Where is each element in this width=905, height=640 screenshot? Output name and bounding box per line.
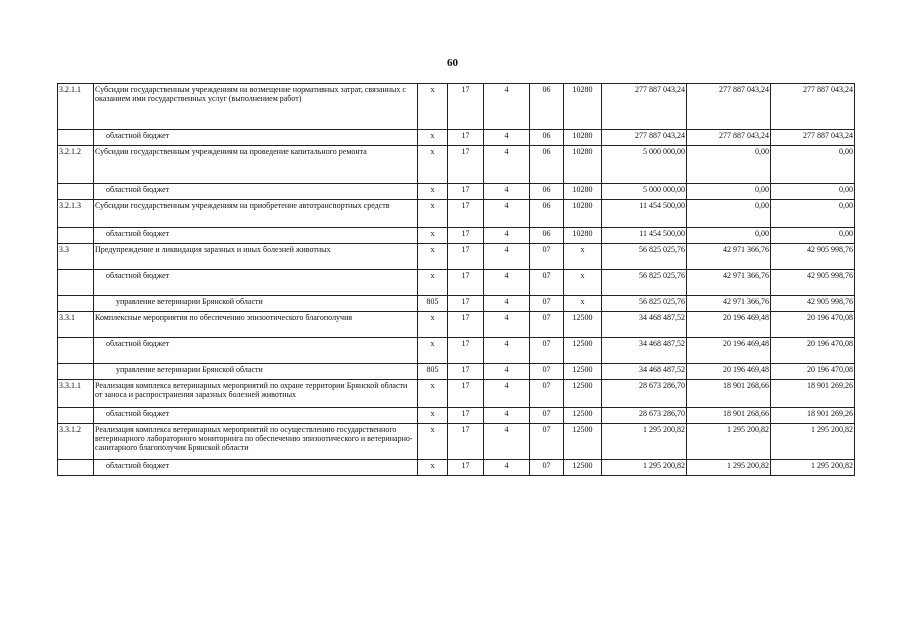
row-subprogram: 4: [484, 380, 530, 408]
row-direction: 10280: [564, 184, 602, 200]
row-code: 3.3.1.2: [58, 424, 94, 460]
row-code: [58, 296, 94, 312]
row-amount-3: 42 905 998,76: [771, 244, 855, 270]
row-amount-2: 20 196 469,48: [687, 338, 771, 364]
row-direction: х: [564, 296, 602, 312]
row-program: 17: [448, 312, 484, 338]
row-event: 07: [530, 244, 564, 270]
row-amount-3: 42 905 998,76: [771, 270, 855, 296]
row-amount-1: 5 000 000,00: [602, 184, 687, 200]
row-subprogram: 4: [484, 84, 530, 130]
page-number: 60: [447, 57, 458, 69]
row-direction: 10280: [564, 228, 602, 244]
row-direction: 12500: [564, 338, 602, 364]
row-amount-3: 0,00: [771, 228, 855, 244]
row-event: 06: [530, 200, 564, 228]
table-row: [58, 408, 855, 424]
row-admin: х: [418, 244, 448, 270]
row-direction: х: [564, 270, 602, 296]
row-event: 07: [530, 338, 564, 364]
table-row: [58, 424, 855, 460]
row-event: 07: [530, 424, 564, 460]
row-program: 17: [448, 424, 484, 460]
row-amount-2: 42 971 366,76: [687, 270, 771, 296]
table-row: [58, 84, 855, 130]
row-program: 17: [448, 228, 484, 244]
row-event: 07: [530, 408, 564, 424]
row-direction: 10280: [564, 84, 602, 130]
row-event: 06: [530, 228, 564, 244]
table-row: [58, 244, 855, 270]
row-amount-1: 28 673 286,70: [602, 380, 687, 408]
row-admin: х: [418, 146, 448, 184]
row-amount-1: 56 825 025,76: [602, 270, 687, 296]
row-admin: 805: [418, 364, 448, 380]
table-row: [58, 380, 855, 408]
row-amount-2: 42 971 366,76: [687, 296, 771, 312]
row-admin: х: [418, 200, 448, 228]
row-admin: х: [418, 312, 448, 338]
row-direction: 10280: [564, 130, 602, 146]
row-amount-3: 0,00: [771, 200, 855, 228]
row-subprogram: 4: [484, 408, 530, 424]
row-subprogram: 4: [484, 460, 530, 476]
row-amount-1: 1 295 200,82: [602, 460, 687, 476]
row-program: 17: [448, 84, 484, 130]
row-admin: х: [418, 228, 448, 244]
row-code: 3.2.1.1: [58, 84, 94, 130]
row-amount-1: 34 468 487,52: [602, 338, 687, 364]
row-program: 17: [448, 460, 484, 476]
row-event: 06: [530, 130, 564, 146]
row-subprogram: 4: [484, 244, 530, 270]
row-program: 17: [448, 200, 484, 228]
row-code: [58, 270, 94, 296]
row-subprogram: 4: [484, 200, 530, 228]
table-row: [58, 200, 855, 228]
row-amount-3: 0,00: [771, 184, 855, 200]
row-code: [58, 364, 94, 380]
row-direction: 10280: [564, 146, 602, 184]
row-event: 06: [530, 184, 564, 200]
row-code: 3.3.1: [58, 312, 94, 338]
row-subprogram: 4: [484, 338, 530, 364]
row-code: 3.2.1.2: [58, 146, 94, 184]
row-name: Реализация комплекса ветеринарных мероприятий по охране территории Брянской области от заноса и распространения заразных болезней животных: [94, 380, 418, 408]
row-event: 07: [530, 380, 564, 408]
row-admin: х: [418, 270, 448, 296]
row-subprogram: 4: [484, 296, 530, 312]
row-amount-1: 34 468 487,52: [602, 312, 687, 338]
row-amount-1: 5 000 000,00: [602, 146, 687, 184]
row-admin: х: [418, 84, 448, 130]
row-event: 07: [530, 460, 564, 476]
row-program: 17: [448, 296, 484, 312]
row-name: областной бюджет: [94, 228, 418, 244]
row-subprogram: 4: [484, 424, 530, 460]
row-admin: х: [418, 460, 448, 476]
row-amount-2: 18 901 268,66: [687, 380, 771, 408]
table-row: [58, 184, 855, 200]
row-name: областной бюджет: [94, 130, 418, 146]
row-amount-1: 34 468 487,52: [602, 364, 687, 380]
budget-table: [57, 83, 855, 476]
row-name: областной бюджет: [94, 338, 418, 364]
row-amount-3: 277 887 043,24: [771, 130, 855, 146]
row-program: 17: [448, 364, 484, 380]
row-code: [58, 338, 94, 364]
row-direction: х: [564, 244, 602, 270]
row-code: [58, 228, 94, 244]
row-code: 3.2.1.3: [58, 200, 94, 228]
row-name: управление ветеринарии Брянской области: [94, 296, 418, 312]
row-amount-3: 1 295 200,82: [771, 460, 855, 476]
row-event: 07: [530, 270, 564, 296]
row-name: Комплексные мероприятия по обеспечению эпизоотического благополучия: [94, 312, 418, 338]
row-admin: х: [418, 338, 448, 364]
table-row: [58, 228, 855, 244]
row-amount-3: 18 901 269,26: [771, 380, 855, 408]
row-amount-1: 56 825 025,76: [602, 244, 687, 270]
row-amount-3: 277 887 043,24: [771, 84, 855, 130]
row-direction: 12500: [564, 424, 602, 460]
row-amount-2: 0,00: [687, 200, 771, 228]
row-direction: 12500: [564, 364, 602, 380]
row-name: областной бюджет: [94, 270, 418, 296]
row-program: 17: [448, 270, 484, 296]
table-body: [58, 84, 855, 476]
table-row: [58, 270, 855, 296]
row-amount-3: 20 196 470,08: [771, 338, 855, 364]
table-row: [58, 130, 855, 146]
row-admin: х: [418, 130, 448, 146]
row-direction: 12500: [564, 380, 602, 408]
row-subprogram: 4: [484, 184, 530, 200]
row-direction: 12500: [564, 408, 602, 424]
row-program: 17: [448, 146, 484, 184]
row-amount-1: 277 887 043,24: [602, 84, 687, 130]
row-amount-1: 56 825 025,76: [602, 296, 687, 312]
row-code: [58, 184, 94, 200]
row-admin: 805: [418, 296, 448, 312]
row-amount-2: 42 971 366,76: [687, 244, 771, 270]
row-code: [58, 130, 94, 146]
table-row: [58, 312, 855, 338]
row-name: Субсидии государственным учреждениям на приобретение автотранспортных средств: [94, 200, 418, 228]
row-admin: х: [418, 380, 448, 408]
row-amount-1: 11 454 500,00: [602, 200, 687, 228]
row-name: областной бюджет: [94, 408, 418, 424]
row-program: 17: [448, 130, 484, 146]
row-amount-1: 11 454 500,00: [602, 228, 687, 244]
row-amount-3: 0,00: [771, 146, 855, 184]
row-program: 17: [448, 380, 484, 408]
row-program: 17: [448, 338, 484, 364]
row-amount-1: 277 887 043,24: [602, 130, 687, 146]
row-event: 07: [530, 296, 564, 312]
row-amount-3: 18 901 269,26: [771, 408, 855, 424]
row-amount-2: 1 295 200,82: [687, 460, 771, 476]
row-event: 07: [530, 364, 564, 380]
row-direction: 10280: [564, 200, 602, 228]
row-subprogram: 4: [484, 312, 530, 338]
row-amount-1: 1 295 200,82: [602, 424, 687, 460]
row-amount-1: 28 673 286,70: [602, 408, 687, 424]
table-row: [58, 338, 855, 364]
row-program: 17: [448, 184, 484, 200]
row-subprogram: 4: [484, 130, 530, 146]
row-event: 06: [530, 146, 564, 184]
row-name: Субсидии государственным учреждениям на проведение капитального ремонта: [94, 146, 418, 184]
row-subprogram: 4: [484, 146, 530, 184]
row-amount-2: 277 887 043,24: [687, 84, 771, 130]
row-admin: х: [418, 408, 448, 424]
table-row: [58, 460, 855, 476]
row-name: Предупреждение и ликвидация заразных и иных болезней животных: [94, 244, 418, 270]
row-name: Субсидии государственным учреждениям на возмещение нормативных затрат, связанных с оказанием ими государственных услуг (выполнением работ): [94, 84, 418, 130]
row-amount-3: 1 295 200,82: [771, 424, 855, 460]
row-amount-2: 1 295 200,82: [687, 424, 771, 460]
row-event: 07: [530, 312, 564, 338]
row-code: 3.3.1.1: [58, 380, 94, 408]
row-amount-3: 42 905 998,76: [771, 296, 855, 312]
row-amount-2: 277 887 043,24: [687, 130, 771, 146]
row-program: 17: [448, 244, 484, 270]
row-subprogram: 4: [484, 228, 530, 244]
row-amount-2: 0,00: [687, 184, 771, 200]
row-code: [58, 460, 94, 476]
row-amount-2: 18 901 268,66: [687, 408, 771, 424]
row-code: [58, 408, 94, 424]
row-amount-2: 20 196 469,48: [687, 364, 771, 380]
row-amount-2: 0,00: [687, 146, 771, 184]
row-direction: 12500: [564, 460, 602, 476]
row-program: 17: [448, 408, 484, 424]
row-name: управление ветеринарии Брянской области: [94, 364, 418, 380]
row-admin: х: [418, 424, 448, 460]
table-row: [58, 364, 855, 380]
row-event: 06: [530, 84, 564, 130]
row-amount-3: 20 196 470,08: [771, 312, 855, 338]
row-code: 3.3: [58, 244, 94, 270]
table-row: [58, 146, 855, 184]
row-name: областной бюджет: [94, 460, 418, 476]
row-amount-2: 0,00: [687, 228, 771, 244]
row-name: областной бюджет: [94, 184, 418, 200]
row-amount-2: 20 196 469,48: [687, 312, 771, 338]
row-direction: 12500: [564, 312, 602, 338]
row-subprogram: 4: [484, 270, 530, 296]
row-admin: х: [418, 184, 448, 200]
row-subprogram: 4: [484, 364, 530, 380]
row-name: Реализация комплекса ветеринарных мероприятий по осуществлению государственного ветеринарного лабораторного мониторинга по обеспечению эпизоотического и ветеринарно-санитарного благополучия Брянской области: [94, 424, 418, 460]
table-row: [58, 296, 855, 312]
row-amount-3: 20 196 470,08: [771, 364, 855, 380]
